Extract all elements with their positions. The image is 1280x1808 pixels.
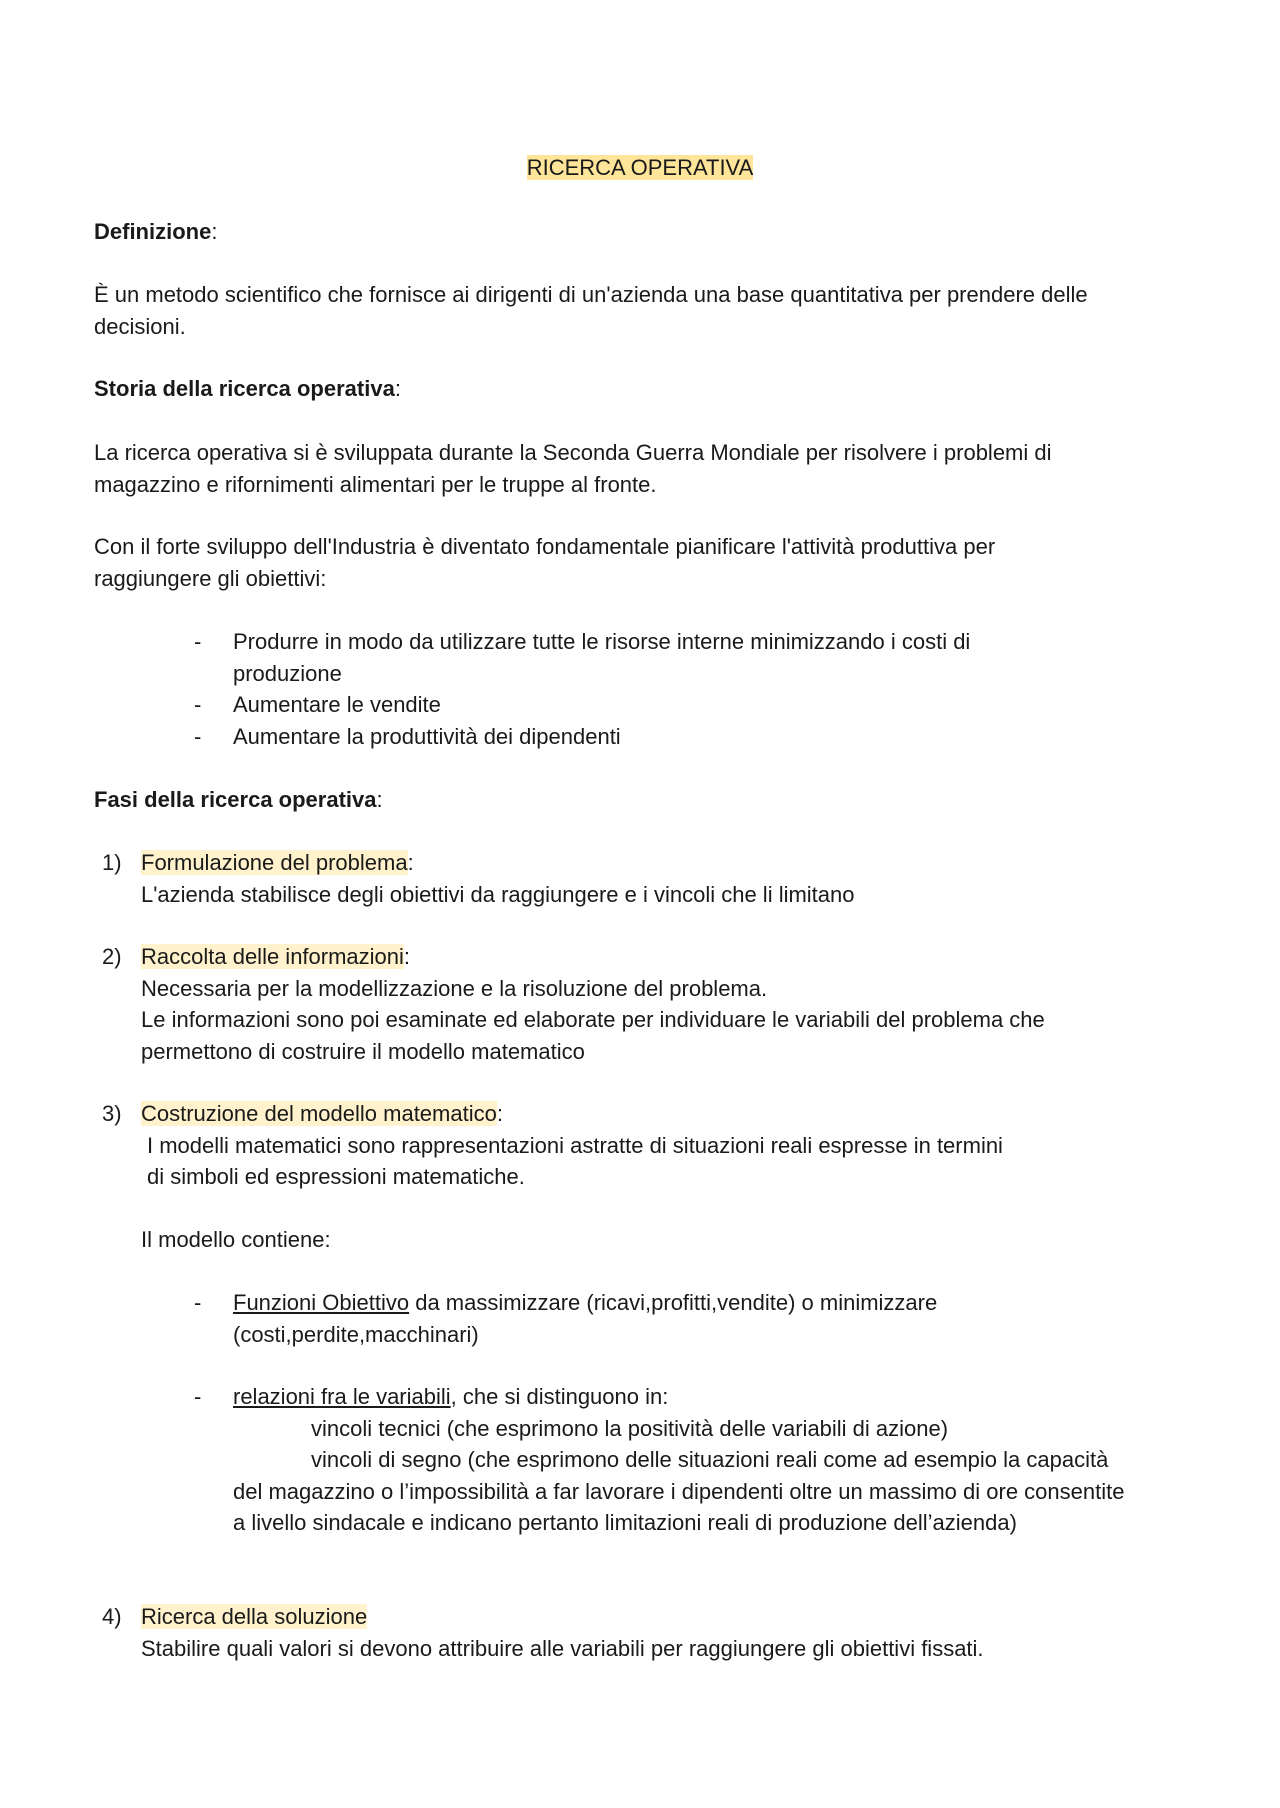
storia-paragraph-2: Con il forte sviluppo dell'Industria è diventato fondamentale pianificare l'attività produttiva per raggiungere gli obiettivi: [94, 534, 996, 591]
definizione-heading [94, 216, 1174, 248]
step-3-colon: : [496, 1101, 503, 1126]
funzioni-obiettivo-term: Funzioni Obiettivo [233, 1290, 410, 1315]
definizione-text: È un metodo scientifico che fornisce ai dirigenti di un'azienda una base quantitativa per prendere delle decisioni. [94, 282, 1088, 339]
bullet-dash: - [194, 724, 202, 749]
step-3-title-text: Costruzione del modello matematico [141, 1101, 497, 1126]
definizione-heading-text: Definizione [94, 219, 212, 244]
step-1-title [141, 847, 1141, 879]
step-3-bullet-1 [233, 1287, 1033, 1350]
step-3-line-1: I modelli matematici sono rappresentazioni astratte di situazioni reali espresse in termini di simboli ed espressioni matematiche. [147, 1132, 1003, 1189]
page-title [0, 152, 1280, 184]
storia-bullet-2: Aumentare le vendite [233, 692, 441, 717]
step-3 [141, 1098, 1141, 1193]
storia-paragraph-1: La ricerca operativa si è sviluppata durante la Seconda Guerra Mondiale per risolvere i problemi di magazzino e rifornimenti alimentari per le truppe al fronte. [94, 440, 1052, 497]
storia-heading [94, 373, 1174, 405]
bullet-dash: - [194, 1290, 202, 1315]
page-title-text: RICERCA OPERATIVA [526, 155, 754, 180]
step-2-line-1: Necessaria per la modellizzazione e la risoluzione del problema. [141, 975, 768, 1001]
definizione-heading-colon: : [211, 219, 218, 244]
step-1 [141, 847, 1141, 910]
step-number-1: 1) [102, 850, 122, 875]
step-3-title [141, 1098, 1141, 1130]
step-number-4: 4) [102, 1604, 122, 1629]
vincoli-segno: vincoli di segno (che esprimono delle situazioni reali come ad esempio la capacità del magazzino o l’impossibilità a far lavorare i dipendenti oltre un massimo di ore consentite a livello sindacale e indicano pertanto limitazioni reali di produzione dell’azienda) [233, 1447, 1125, 1535]
relazioni-line [233, 1381, 1138, 1413]
step-1-line-1: L'azienda stabilisce degli obiettivi da raggiungere e i vincoli che li limitano [141, 881, 855, 907]
step-number-3: 3) [102, 1101, 122, 1126]
step-1-colon: : [407, 850, 414, 875]
step-3-contiene: Il modello contiene: [141, 1227, 331, 1252]
step-2-line-2: Le informazioni sono poi esaminate ed elaborate per individuare le variabili del problema che permettono di costruire il modello matematico [141, 1007, 1045, 1064]
vincoli-tecnici: vincoli tecnici (che esprimono la positività delle variabili di azione) [311, 1415, 949, 1441]
storia-heading-colon: : [394, 376, 401, 401]
step-2 [141, 941, 1141, 1067]
step-4 [141, 1601, 1141, 1664]
funzioni-obiettivo-rest: da massimizzare (ricavi,profitti,vendite) o minimizzare (costi,perdite,macchinari) [233, 1290, 938, 1347]
step-4-title [141, 1601, 1141, 1633]
bullet-dash: - [194, 629, 202, 654]
step-number-2: 2) [102, 944, 122, 969]
fasi-heading-colon: : [376, 787, 383, 812]
storia-heading-text: Storia della ricerca operativa [94, 376, 395, 401]
step-4-line-1: Stabilire quali valori si devono attribuire alle variabili per raggiungere gli obiettivi fissati. [141, 1635, 984, 1661]
relazioni-term: relazioni fra le variabili [233, 1384, 451, 1409]
storia-bullet-1: Produrre in modo da utilizzare tutte le risorse interne minimizzando i costi di produzione [233, 629, 971, 686]
step-4-title-text: Ricerca della soluzione [141, 1604, 368, 1629]
step-2-title-text: Raccolta delle informazioni [141, 944, 404, 969]
fasi-heading [94, 784, 1174, 816]
storia-bullet-3: Aumentare la produttività dei dipendenti [233, 724, 621, 749]
step-2-colon: : [403, 944, 411, 969]
relazioni-rest: , che si distinguono in: [450, 1384, 669, 1409]
fasi-heading-text: Fasi della ricerca operativa [94, 787, 377, 812]
step-3-bullet-2 [233, 1381, 1138, 1539]
step-1-title-text: Formulazione del problema [141, 850, 408, 875]
bullet-dash: - [194, 692, 202, 717]
bullet-dash: - [194, 1384, 202, 1409]
step-2-title [141, 941, 1141, 973]
